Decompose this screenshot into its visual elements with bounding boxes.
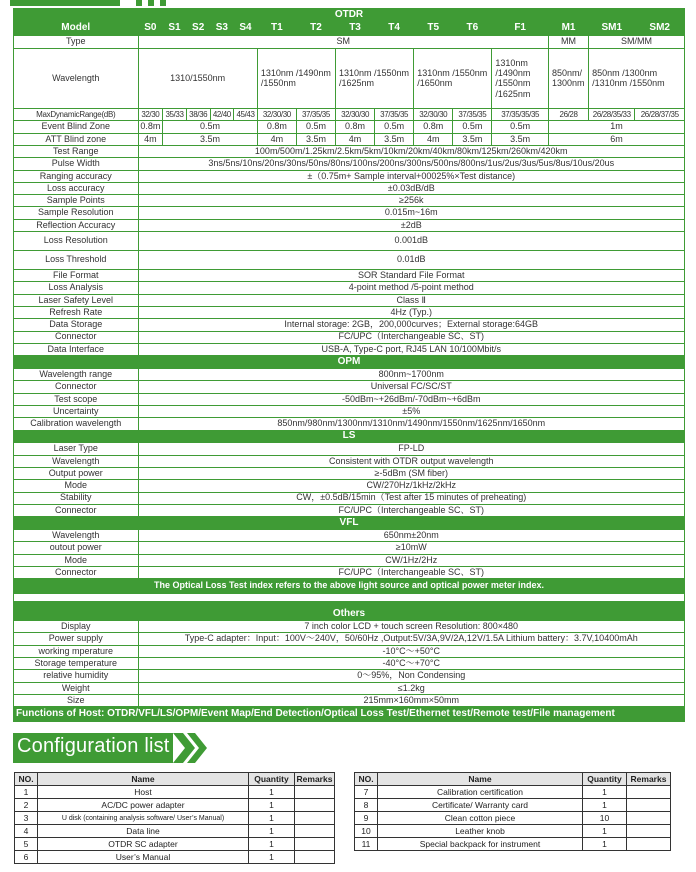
chevrons-icon [173, 733, 209, 763]
model-header-cell: S3 [210, 21, 234, 36]
spec-row-value: FP-LD [138, 443, 685, 455]
model-header-cell: T6 [453, 21, 492, 36]
config-row-name: U disk (containing analysis software/ User’s Manual) [38, 812, 249, 825]
spec-row-value: ≥10mW [138, 542, 685, 554]
config-row-remarks [295, 851, 335, 864]
spec-row-label: Stability [14, 492, 139, 504]
spec-row-value: -10°C～+50°C [138, 645, 685, 657]
spec-row-label: Display [14, 621, 139, 633]
spec-row-label: Laser Type [14, 443, 139, 455]
type-m1: MM [548, 36, 588, 48]
spec-row-value: Universal FC/SC/ST [138, 381, 685, 393]
config-row-name: Host [38, 786, 249, 799]
config-row-name: Clean cotton piece [378, 812, 583, 825]
spec-row-value: -50dBm~+26dBm/-70dBm~+6dBm [138, 393, 685, 405]
spec-row-value: USB-A, Type-C port, RJ45 LAN 10/100Mbit/s [138, 343, 685, 355]
spec-row-label: Test scope [14, 393, 139, 405]
config-header-cell: NO. [15, 773, 38, 786]
spec-row-value: 0.01dB [138, 251, 685, 270]
wavelength-t34: 1310nm /1550nm /1625nm [336, 48, 414, 108]
config-header-cell: Remarks [627, 773, 671, 786]
spec-row-label: Connector [14, 504, 139, 516]
config-row-quantity: 1 [583, 799, 627, 812]
config-row-remarks [295, 825, 335, 838]
dynamic-range-value: 37/35/35/35 [492, 109, 549, 121]
config-row-quantity: 1 [249, 812, 295, 825]
config-row-quantity: 1 [249, 838, 295, 851]
model-header-cell: SM2 [635, 21, 685, 36]
type-label: Type [14, 36, 139, 48]
event-blind-t2: 0.5m [296, 121, 335, 133]
spec-row-label: Pulse Width [14, 158, 139, 170]
model-header-cell: S0 [138, 21, 163, 36]
dynamic-range-value: 37/35/35 [296, 109, 335, 121]
wavelength-s: 1310/1550nm [138, 48, 257, 108]
spec-row-label: Loss Analysis [14, 282, 139, 294]
spec-row-value: 100m/500m/1.25km/2.5km/5km/10km/20km/40km/80km/125km/260km/420km [138, 146, 685, 158]
spec-row-label: Loss accuracy [14, 182, 139, 194]
model-header-cell: S4 [234, 21, 258, 36]
spec-row-value: ±2dB [138, 219, 685, 231]
config-row-name: AC/DC power adapter [38, 799, 249, 812]
spec-row-label: outout power [14, 542, 139, 554]
spec-row-value: SOR Standard File Format [138, 270, 685, 282]
wavelength-f1: 1310nm /1490nm /1550nm /1625nm [492, 48, 549, 108]
spec-row-value: CW，±0.5dB/15min（Test after 15 minutes of preheating) [138, 492, 685, 504]
wavelength-t12: 1310nm /1490nm /1550nm [257, 48, 335, 108]
optical-loss-note: The Optical Loss Test index refers to the above light source and optical power meter index. [14, 579, 685, 594]
spec-row-value: FC/UPC（Interchangeable SC、ST) [138, 504, 685, 516]
spec-row-value: Consistent with OTDR output wavelength [138, 455, 685, 467]
config-row-name: OTDR SC adapter [38, 838, 249, 851]
spec-row-label: relative humidity [14, 670, 139, 682]
config-row-remarks [295, 812, 335, 825]
dynamic-range-value: 32/30/30 [336, 109, 375, 121]
spec-row-label: Test Range [14, 146, 139, 158]
wavelength-label: Wavelength [14, 48, 139, 108]
spec-row-value: ±0.03dB/dB [138, 182, 685, 194]
config-row-quantity: 1 [249, 825, 295, 838]
spec-row-value: 7 inch color LCD + touch screen Resolution: 800×480 [138, 621, 685, 633]
spec-row-value: 0.015m~16m [138, 207, 685, 219]
spec-row-value: CW/1Hz/2Hz [138, 554, 685, 566]
dynamic-range-value: 32/30/30 [414, 109, 453, 121]
config-header-cell: Quantity [583, 773, 627, 786]
vfl-section-title: VFL [14, 517, 685, 530]
spec-row-label: Connector [14, 566, 139, 578]
att-blind-t3: 4m [336, 133, 375, 145]
blank-row [14, 593, 685, 601]
spec-row-label: Data Storage [14, 319, 139, 331]
type-sm-mm: SM/MM [589, 36, 685, 48]
spec-row-label: Storage temperature [14, 658, 139, 670]
event-blind-t3: 0.8m [336, 121, 375, 133]
spec-row-value: 0.001dB [138, 232, 685, 251]
config-row-name: Certificate/ Warranty card [378, 799, 583, 812]
event-blind-t5: 0.8m [414, 121, 453, 133]
config-row-no: 6 [15, 851, 38, 864]
spec-row-label: Wavelength [14, 530, 139, 542]
config-header-cell: Remarks [295, 773, 335, 786]
spec-row-value: 0～95%，Non Condensing [138, 670, 685, 682]
event-blind-t6: 0.5m [453, 121, 492, 133]
config-table-left [14, 772, 335, 864]
event-blind-f1: 0.5m [492, 121, 549, 133]
spec-row-value: 800nm~1700nm [138, 369, 685, 381]
event-blind-t4: 0.5m [375, 121, 414, 133]
spec-row-label: Refresh Rate [14, 306, 139, 318]
dynamic-range-value: 45/43 [234, 109, 258, 121]
att-blind-m: 6m [548, 133, 684, 145]
dynamic-range-value: 38/36 [186, 109, 210, 121]
spec-row-label: Data Interface [14, 343, 139, 355]
att-blind-f1: 3.5m [492, 133, 549, 145]
spec-row-label: Ranging accuracy [14, 170, 139, 182]
spec-row-label: Wavelength [14, 455, 139, 467]
event-blind-label: Event Blind Zone [14, 121, 139, 133]
spec-row-label: Laser Safety Level [14, 294, 139, 306]
spec-row-label: Mode [14, 480, 139, 492]
configuration-list-title: Configuration list [17, 735, 170, 757]
config-row-name: Leather knob [378, 825, 583, 838]
spec-row-value: FC/UPC（Interchangeable SC、ST) [138, 566, 685, 578]
event-blind-s14: 0.5m [163, 121, 258, 133]
dynamic-range-value: 35/33 [163, 109, 187, 121]
att-blind-t4: 3.5m [375, 133, 414, 145]
config-row-no: 11 [355, 838, 378, 851]
config-row-quantity: 1 [249, 851, 295, 864]
config-row-quantity: 1 [249, 786, 295, 799]
spec-row-value: 3ns/5ns/10ns/20ns/30ns/50ns/80ns/100ns/200ns/300ns/500ns/800ns/1us/2us/3us/5us/8us/10us/20us [138, 158, 685, 170]
spec-row-value: ≤1.2kg [138, 682, 685, 694]
others-section-title: Others [14, 608, 685, 621]
config-row-no: 1 [15, 786, 38, 799]
spec-row-label: File Format [14, 270, 139, 282]
top-decoration-bar [0, 0, 696, 8]
config-row-no: 5 [15, 838, 38, 851]
model-header-cell: M1 [548, 21, 588, 36]
configuration-list-banner [13, 733, 208, 763]
spec-row-value: 4-point method /5-point method [138, 282, 685, 294]
att-blind-t5: 4m [414, 133, 453, 145]
config-table-right [354, 772, 671, 851]
dynamic-range-value: 32/30/30 [257, 109, 296, 121]
dynamic-range-value: 26/28/37/35 [635, 109, 685, 121]
config-row-remarks [295, 786, 335, 799]
att-blind-t6: 3.5m [453, 133, 492, 145]
config-row-name: Special backpack for instrument [378, 838, 583, 851]
config-row-remarks [627, 786, 671, 799]
config-row-quantity: 10 [583, 812, 627, 825]
config-row-quantity: 1 [583, 838, 627, 851]
spec-table [13, 8, 685, 722]
dynamic-range-value: 42/40 [210, 109, 234, 121]
config-row-no: 2 [15, 799, 38, 812]
spec-row-label: Connector [14, 331, 139, 343]
model-header-cell: T1 [257, 21, 296, 36]
wavelength-sm: 850nm /1300nm /1310nm /1550nm [589, 48, 685, 108]
config-row-quantity: 1 [249, 799, 295, 812]
model-header-cell: S2 [186, 21, 210, 36]
spec-row-label: Uncertainty [14, 405, 139, 417]
spec-row-value: 650nm±20nm [138, 530, 685, 542]
config-row-no: 3 [15, 812, 38, 825]
spec-row-label: Loss Threshold [14, 251, 139, 270]
dynamic-range-value: 37/35/35 [375, 109, 414, 121]
config-row-remarks [627, 812, 671, 825]
model-header-cell: SM1 [589, 21, 635, 36]
spec-row-value: FC/UPC（Interchangeable SC、ST) [138, 331, 685, 343]
config-row-no: 8 [355, 799, 378, 812]
spec-row-label: Loss Resolution [14, 232, 139, 251]
spec-row-label: Sample Points [14, 195, 139, 207]
config-row-remarks [627, 825, 671, 838]
dynamic-range-value: 32/30 [138, 109, 163, 121]
config-row-no: 10 [355, 825, 378, 838]
model-header-cell: S1 [163, 21, 187, 36]
config-header-cell: NO. [355, 773, 378, 786]
spec-row-label: Mode [14, 554, 139, 566]
spec-row-value: CW/270Hz/1kHz/2kHz [138, 480, 685, 492]
opm-section-title: OPM [14, 356, 685, 369]
spec-row-label: Wavelength range [14, 369, 139, 381]
dynamic-range-value: 37/35/35 [453, 109, 492, 121]
model-header-cell: T5 [414, 21, 453, 36]
config-row-quantity: 1 [583, 825, 627, 838]
spec-row-label: Output power [14, 467, 139, 479]
spec-row-label: Connector [14, 381, 139, 393]
event-blind-t1: 0.8m [257, 121, 296, 133]
spec-row-label: Sample Resolution [14, 207, 139, 219]
type-sm: SM [138, 36, 548, 48]
spec-row-value: ±5% [138, 405, 685, 417]
config-row-remarks [295, 838, 335, 851]
config-row-name: Calibration certification [378, 786, 583, 799]
spec-row-value: Class Ⅱ [138, 294, 685, 306]
spec-row-value: ≥-5dBm (SM fiber) [138, 467, 685, 479]
model-header-cell: T2 [296, 21, 335, 36]
spec-row-label: Weight [14, 682, 139, 694]
host-functions: Functions of Host: OTDR/VFL/LS/OPM/Event Map/End Detection/Optical Loss Test/Ethernet test/Remote test/File management [14, 707, 685, 722]
ls-section-title: LS [14, 430, 685, 443]
att-blind-t1: 4m [257, 133, 296, 145]
event-blind-m: 1m [548, 121, 684, 133]
config-header-cell: Quantity [249, 773, 295, 786]
att-blind-s0: 4m [138, 133, 163, 145]
config-row-name: User’s Manual [38, 851, 249, 864]
spec-row-value: 850nm/980nm/1300nm/1310nm/1490nm/1550nm/1625nm/1650nm [138, 418, 685, 430]
config-row-remarks [627, 799, 671, 812]
otdr-section-title: OTDR [14, 9, 685, 22]
model-header-cell: T3 [336, 21, 375, 36]
att-blind-label: ATT Blind zone [14, 133, 139, 145]
config-row-no: 7 [355, 786, 378, 799]
spec-row-label: Power supply [14, 633, 139, 645]
config-header-cell: Name [38, 773, 249, 786]
config-row-no: 4 [15, 825, 38, 838]
wavelength-m1: 850nm/ 1300nm [548, 48, 588, 108]
spec-row-label: working mperature [14, 645, 139, 657]
config-header-cell: Name [378, 773, 583, 786]
att-blind-t2: 3.5m [296, 133, 335, 145]
spec-row-value: ≥256k [138, 195, 685, 207]
dynamic-range-value: 26/28/35/33 [589, 109, 635, 121]
blank-row [14, 601, 685, 608]
spec-row-value: 215mm×160mm×50mm [138, 694, 685, 706]
spec-row-label: Reflection Accuracy [14, 219, 139, 231]
model-header-label: Model [14, 21, 139, 36]
spec-row-value: 4Hz (Typ.) [138, 306, 685, 318]
config-row-remarks [627, 838, 671, 851]
spec-row-value: Type-C adapter：Input：100V～240V，50/60Hz ,Output:5V/3A,9V/2A,12V/1.5A Lithium battery：3.7V,10400mAh [138, 633, 685, 645]
config-row-quantity: 1 [583, 786, 627, 799]
model-header-cell: T4 [375, 21, 414, 36]
spec-row-value: -40°C～+70°C [138, 658, 685, 670]
model-header-cell: F1 [492, 21, 549, 36]
config-row-name: Data line [38, 825, 249, 838]
spec-row-value: ±（0.75m+ Sample interval+00025%×Test distance) [138, 170, 685, 182]
dynamic-range-value: 26/28 [548, 109, 588, 121]
att-blind-s14: 3.5m [163, 133, 258, 145]
config-row-no: 9 [355, 812, 378, 825]
spec-row-label: Calibration wavelength [14, 418, 139, 430]
dynamic-range-label: MaxDynamicRange(dB) [14, 109, 139, 121]
spec-row-label: Size [14, 694, 139, 706]
config-row-remarks [295, 799, 335, 812]
wavelength-t56: 1310nm /1550nm /1650nm [414, 48, 492, 108]
event-blind-s0: 0.8m [138, 121, 163, 133]
spec-row-value: Internal storage: 2GB，200,000curves；External storage:64GB [138, 319, 685, 331]
